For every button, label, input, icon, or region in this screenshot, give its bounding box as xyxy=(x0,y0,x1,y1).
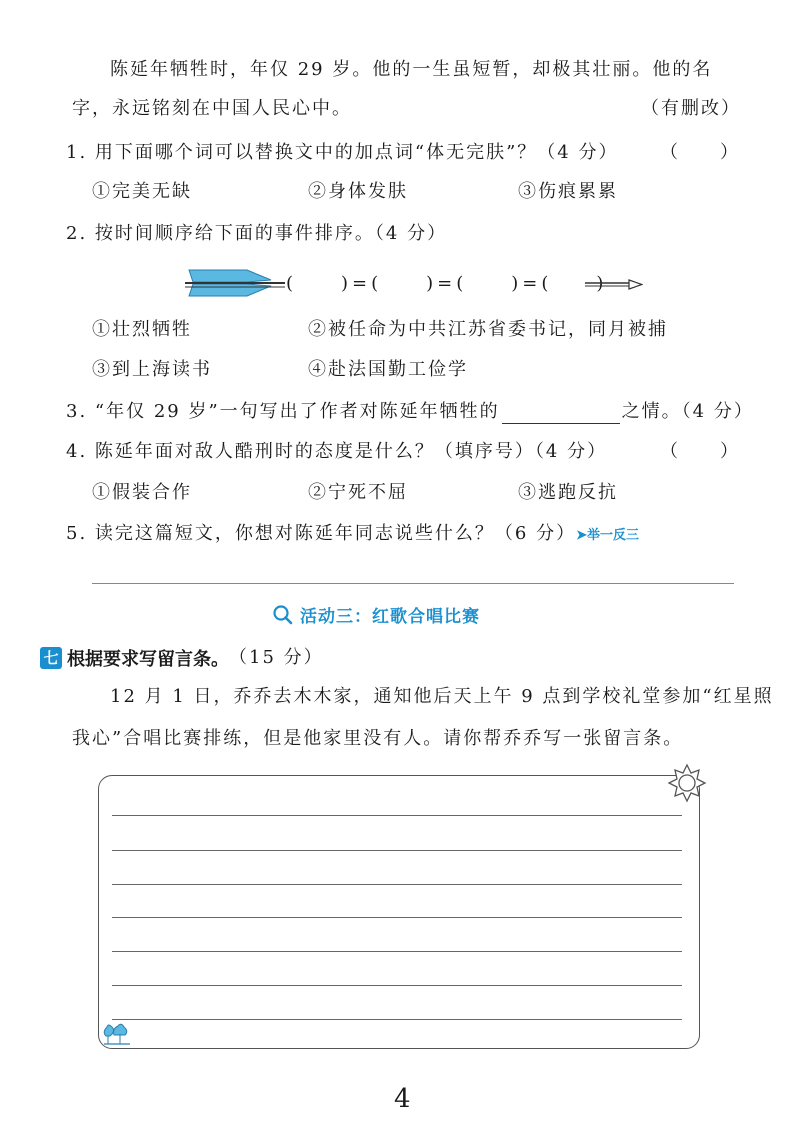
writing-line[interactable] xyxy=(112,884,682,885)
question-3-blank[interactable] xyxy=(502,405,620,424)
writing-line[interactable] xyxy=(112,1019,682,1020)
arrow-tail-feather-icon xyxy=(185,266,285,300)
question-1-option-3: ③伤痕累累 xyxy=(518,181,618,202)
question-2-option-1: ①壮烈牺牲 xyxy=(92,319,192,340)
section-title: 活动三：红歌合唱比赛 xyxy=(300,607,480,627)
question-3-text-after: 之情。（4 分） xyxy=(621,401,754,422)
question-1-option-2: ②身体发肤 xyxy=(308,181,408,202)
section-divider xyxy=(92,583,734,584)
question-4: 4. 陈延年面对敌人酷刑时的态度是什么？（填序号）（4 分） xyxy=(66,441,608,462)
search-icon xyxy=(272,604,294,626)
question-7-title: 根据要求写留言条。 xyxy=(67,649,229,670)
question-4-option-2: ②宁死不屈 xyxy=(308,482,408,503)
passage-line-2: 字，永远铭刻在中国人民心中。 xyxy=(72,98,352,119)
question-2-option-3: ③到上海读书 xyxy=(92,359,212,380)
question-1-option-1: ①完美无缺 xyxy=(92,181,192,202)
question-4-option-3: ③逃跑反抗 xyxy=(518,482,618,503)
arrow-ordering-slots[interactable]: ( )=( )=( )=( ) xyxy=(286,273,608,294)
writing-line[interactable] xyxy=(112,917,682,918)
question-5 xyxy=(66,522,639,547)
page-number: 4 xyxy=(394,1084,411,1114)
question-5-hint: ➤举一反三 xyxy=(576,527,639,542)
sun-icon xyxy=(666,762,708,804)
writing-line[interactable] xyxy=(112,850,682,851)
question-4-answer-paren[interactable]: （ ） xyxy=(660,441,740,462)
arrow-head-icon xyxy=(585,276,643,290)
section-heading xyxy=(272,602,480,627)
question-1-answer-paren[interactable]: （ ） xyxy=(660,142,740,163)
writing-line[interactable] xyxy=(112,951,682,952)
passage-line-1: 陈延年牺牲时，年仅 29 岁。他的一生虽短暂，却极其壮丽。他的名 xyxy=(110,59,713,80)
question-7-badge: 七 xyxy=(40,647,62,669)
question-4-option-1: ①假装合作 xyxy=(92,482,192,503)
message-note-box[interactable] xyxy=(98,775,700,1049)
question-2: 2. 按时间顺序给下面的事件排序。（4 分） xyxy=(66,223,448,244)
question-7-prompt-line-2: 我心”合唱比赛排练，但是他家里没有人。请你帮乔乔写一张留言条。 xyxy=(72,728,684,749)
question-2-option-4: ④赴法国勤工俭学 xyxy=(308,359,468,380)
passage-source-note: （有删改） xyxy=(641,98,741,119)
question-5-text: 5. 读完这篇短文，你想对陈延年同志说些什么？（6 分） xyxy=(66,523,577,544)
question-2-option-2: ②被任命为中共江苏省委书记，同月被捕 xyxy=(308,319,668,340)
question-7-prompt-line-1: 12 月 1 日，乔乔去木木家，通知他后天上午 9 点到学校礼堂参加“红星照 xyxy=(110,686,774,707)
writing-line[interactable] xyxy=(112,985,682,986)
question-3-text-before: 3. “年仅 29 岁”一句写出了作者对陈延年牺牲的 xyxy=(66,401,500,422)
question-7-heading xyxy=(40,645,324,671)
tree-icon xyxy=(102,1022,132,1046)
question-1: 1. 用下面哪个词可以替换文中的加点词“体无完肤”？（4 分） xyxy=(66,142,619,163)
question-7-score: （15 分） xyxy=(229,647,324,668)
writing-line[interactable] xyxy=(112,815,682,816)
question-3 xyxy=(66,400,754,424)
